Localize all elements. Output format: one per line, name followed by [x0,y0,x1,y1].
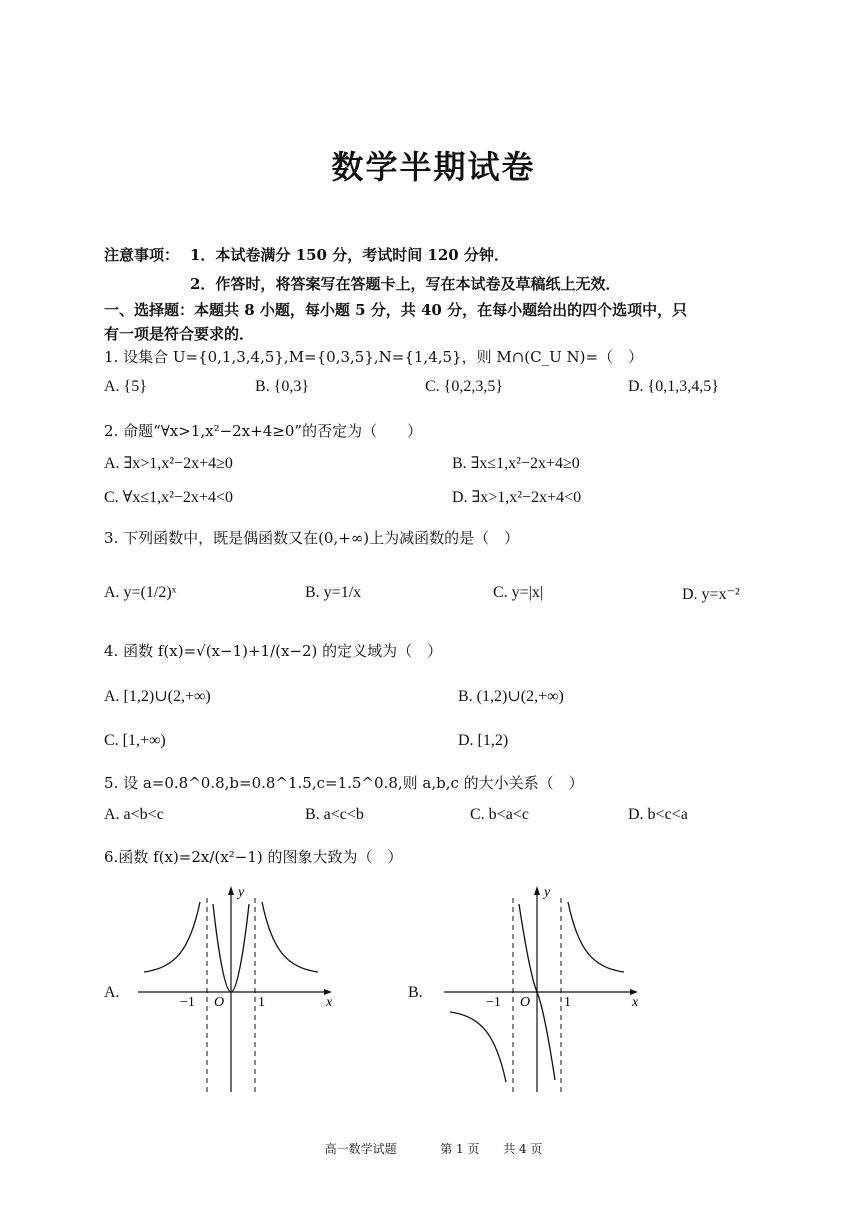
question-4-stem: 4. 函数 f(x)=√(x−1)+1/(x−2) 的定义域为（ ） [104,642,443,660]
question-1-option-d: D. {0,1,3,4,5} [628,378,719,395]
question-2-option-a: A. ∃x>1,x²−2x+4≥0 [104,455,233,472]
question-3-stem: 3. 下列函数中，既是偶函数又在(0,+∞)上为减函数的是（ ） [104,529,520,547]
graph-option-b [436,880,646,1095]
graph-a-neg-one-label: −1 [180,995,195,1010]
graph-a-y-label: y [238,885,245,900]
notes-item-2: 2．作答时，将答案写在答题卡上，写在本试卷及草稿纸上无效． [190,275,621,293]
graph-a-one-label: 1 [258,995,265,1010]
page-title: 数学半期试卷 [331,148,536,186]
question-5-option-b: B. a<c<b [305,806,364,823]
footer-subject: 高一数学试题 [324,1142,397,1156]
question-1-option-c: C. {0,2,3,5} [425,378,504,395]
section-heading-line-1: 一、选择题：本题共 8 小题，每小题 5 分，共 40 分，在每小题给出的四个选项中，只 [104,301,688,319]
question-2-option-d: D. ∃x>1,x²−2x+4<0 [452,489,582,506]
question-2-option-c: C. ∀x≤1,x²−2x+4<0 [104,489,233,506]
question-4-option-a: A. [1,2)∪(2,+∞) [104,688,211,705]
question-5-option-a: A. a<b<c [104,806,164,823]
section-heading-line-2: 有一项是符合要求的． [104,325,255,343]
question-1-stem: 1. 设集合 U={0,1,3,4,5},M={0,3,5},N={1,4,5}，则 M∩(C_U N)=（ ） [104,348,644,366]
question-6-stem: 6.函数 f(x)=2x/(x²−1) 的图象大致为（ ） [104,848,403,866]
question-4-option-d: D. [1,2) [458,732,509,749]
notes-label: 注意事项： [104,246,180,264]
page-footer [0,1140,867,1157]
question-4-option-b: B. (1,2)∪(2,+∞) [458,688,564,705]
question-5-option-d: D. b<c<a [628,806,688,823]
question-2-stem: 2. 命题“∀x>1,x²−2x+4≥0”的否定为（ ） [104,422,423,440]
graph-b-x-label: x [632,995,639,1010]
question-1-option-b: B. {0,3} [255,378,310,395]
question-4-option-c: C. [1,+∞) [104,732,166,749]
question-3-option-b: B. y=1/x [305,584,362,601]
footer-total: 共 4 页 [503,1142,543,1156]
graph-option-a [130,880,340,1095]
question-2-option-b: B. ∃x≤1,x²−2x+4≥0 [452,455,580,472]
question-5-stem: 5. 设 a=0.8^0.8,b=0.8^1.5,c=1.5^0.8,则 a,b,c 的大小关系（ ） [104,774,584,792]
notes-item-1: 1．本试卷满分 150 分，考试时间 120 分钟． [190,246,509,264]
footer-page: 第 1 页 [440,1142,480,1156]
question-6-option-b: B. [408,984,423,1001]
question-6-option-a: A. [104,984,120,1001]
graph-a-x-label: x [326,995,333,1010]
question-5-option-c: C. b<a<c [470,806,529,823]
question-3-option-d: D. y=x⁻² [682,586,740,603]
graph-b-one-label: 1 [564,995,571,1010]
graph-b-y-label: y [544,885,551,900]
graph-a-origin-label: O [214,995,225,1010]
graph-b-origin-label: O [520,995,531,1010]
question-3-option-c: C. y=|x| [493,584,544,601]
question-3-option-a: A. y=(1/2)ˣ [104,584,177,601]
question-1-option-a: A. {5} [104,378,147,395]
graph-b-neg-one-label: −1 [486,995,501,1010]
